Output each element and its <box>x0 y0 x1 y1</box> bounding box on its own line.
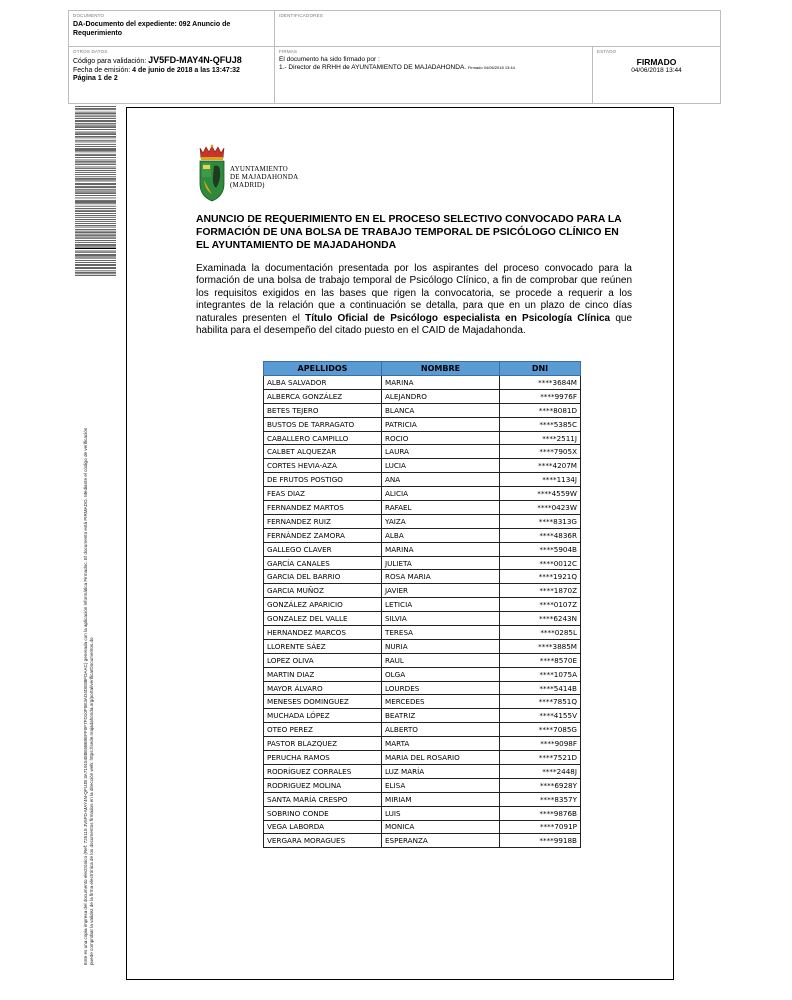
barcode-bar <box>75 168 116 169</box>
cell-nombre: MERCEDES <box>382 695 500 709</box>
barcode-bar <box>75 268 116 269</box>
cell-dni: ****9918B <box>500 834 581 848</box>
cell-apellidos: VERGARA MORAGUES <box>264 834 382 848</box>
cell-nombre: MARINA <box>382 376 500 390</box>
barcode-bar <box>75 265 116 266</box>
barcode-bar <box>75 260 116 261</box>
barcode-bar <box>75 217 116 218</box>
barcode-bar <box>75 134 116 135</box>
table-row <box>264 667 581 681</box>
cell-nombre: PATRICIA <box>382 417 500 431</box>
barcode-bar <box>75 195 116 196</box>
cell-dni: ****5414B <box>500 681 581 695</box>
cell-nombre: MARIA DEL ROSARIO <box>382 751 500 765</box>
cell-dni: ****7521D <box>500 751 581 765</box>
estado-value: FIRMADO <box>636 57 677 67</box>
cell-nombre: LOURDES <box>382 681 500 695</box>
barcode-bar <box>75 167 116 168</box>
firmas-line1: El documento ha sido firmado por : <box>279 56 380 63</box>
barcode-bar <box>75 172 116 173</box>
cell-apellidos: RODRIGUEZ MOLINA <box>264 778 382 792</box>
documento-value: DA-Documento del expediente: 092 Anuncio de Requerimiento <box>73 21 231 37</box>
cell-dni: ****5904B <box>500 542 581 556</box>
cell-nombre: MARTA <box>382 737 500 751</box>
barcode-bar <box>75 178 116 179</box>
barcode-bar <box>75 231 116 232</box>
documento-caption: DOCUMENTO <box>73 13 105 18</box>
barcode-bar <box>75 155 116 156</box>
barcode-bar <box>75 242 116 243</box>
cell-dni: ****2511J <box>500 431 581 445</box>
table-row <box>264 695 581 709</box>
cell-dni: ****1870Z <box>500 584 581 598</box>
table-row <box>264 751 581 765</box>
cell-nombre: ALEJANDRO <box>382 389 500 403</box>
firmas-signer: 1.- Director de RRHH de AYUNTAMIENTO DE MAJADAHONDA. <box>279 64 467 71</box>
identificadores-cell <box>275 11 720 47</box>
cell-apellidos: GARCIA MUÑOZ <box>264 584 382 598</box>
cell-dni: ****8357Y <box>500 792 581 806</box>
barcode-bar <box>75 121 116 122</box>
table-header-row <box>264 362 581 376</box>
table-row <box>264 556 581 570</box>
cell-nombre: MARINA <box>382 542 500 556</box>
barcode-bar <box>75 183 116 184</box>
cell-dni: ****1075A <box>500 667 581 681</box>
barcode-bar <box>75 198 116 199</box>
barcode-bar <box>75 146 116 147</box>
fecha-value: 4 de junio de 2018 a las 13:47:32 <box>132 66 240 74</box>
cell-nombre: ALBA <box>382 528 500 542</box>
barcode-bar <box>75 201 116 202</box>
barcode-bar <box>75 140 116 141</box>
body-part1: Examinada la documentación presentada por los aspirantes del proceso convocado para la formación de una bolsa de trabajo temporal de Psicólogo Clínico, a fin de comprobar que reúnen los requisitos exigidos en las bases que rigen la convocatoria, se procede a requerir a los integrantes de la relación que a continuación se detalla, para que en un plazo de cinco días naturales presenten el <box>196 263 632 324</box>
cell-dni: ****9876B <box>500 806 581 820</box>
table-row <box>264 681 581 695</box>
barcode-bar <box>75 204 116 205</box>
cell-apellidos: LLORENTE SÁEZ <box>264 639 382 653</box>
cell-apellidos: CALBET ALQUEZAR <box>264 445 382 459</box>
barcode-bar <box>75 127 116 128</box>
cell-apellidos: FEAS DIAZ <box>264 487 382 501</box>
cell-dni: ****1134J <box>500 473 581 487</box>
table-row <box>264 639 581 653</box>
barcode-bar <box>75 180 116 181</box>
cell-dni: ****7905X <box>500 445 581 459</box>
barcode-bar <box>75 181 116 182</box>
barcode-bar <box>75 187 116 188</box>
table-row <box>264 542 581 556</box>
body-part2: que habilita para el desempeño del citado puesto en el CAID de Majadahonda. <box>196 312 633 337</box>
table-row <box>264 528 581 542</box>
barcode-bar <box>75 133 116 134</box>
barcode-bar <box>75 144 116 145</box>
cell-nombre: ALICIA <box>382 487 500 501</box>
codigo-value: JV5FD-MAY4N-QFUJ8 <box>148 55 242 65</box>
cell-nombre: SILVIA <box>382 612 500 626</box>
table-row <box>264 764 581 778</box>
cell-nombre: NURIA <box>382 639 500 653</box>
firmas-caption: FIRMAS <box>279 49 298 54</box>
barcode-bar <box>75 257 116 258</box>
barcode-bar <box>75 208 116 209</box>
barcode <box>75 106 116 276</box>
otros-datos-cell <box>69 47 275 103</box>
barcode-bar <box>75 150 116 151</box>
cell-apellidos: OTEO PEREZ <box>264 723 382 737</box>
barcode-bar <box>75 129 116 130</box>
table-row <box>264 417 581 431</box>
barcode-bar <box>75 255 116 256</box>
barcode-bar <box>75 227 116 228</box>
cell-nombre: LUCIA <box>382 459 500 473</box>
cell-dni: ****7085G <box>500 723 581 737</box>
barcode-bar <box>75 193 116 194</box>
cell-nombre: BEATRIZ <box>382 709 500 723</box>
cell-nombre: BLANCA <box>382 403 500 417</box>
announcement-title: ANUNCIO DE REQUERIMIENTO EN EL PROCESO SELECTIVO CONVOCADO PARA LA FORMACIÓN DE UNA BOLSA DE TRABAJO TEMPORAL DE PSICÓLOGO CLÍNICO EN EL AYUNTAMIENTO DE MAJADAHONDA <box>196 214 622 251</box>
barcode-bar <box>75 120 116 121</box>
table-row <box>264 473 581 487</box>
cell-apellidos: HERNANDEZ MARCOS <box>264 626 382 640</box>
barcode-bar <box>75 138 116 139</box>
table-row <box>264 487 581 501</box>
barcode-bar <box>75 264 116 265</box>
barcode-bar <box>75 164 116 165</box>
cell-apellidos: ALBERCA GONZÁLEZ <box>264 389 382 403</box>
cell-apellidos: BETES TEJERO <box>264 403 382 417</box>
barcode-bar <box>75 184 116 185</box>
cell-nombre: JAVIER <box>382 584 500 598</box>
table-row <box>264 626 581 640</box>
table-row <box>264 723 581 737</box>
cell-apellidos: FERNANDEZ MARTOS <box>264 501 382 515</box>
cell-dni: ****4155V <box>500 709 581 723</box>
barcode-bar <box>75 274 116 275</box>
barcode-bar <box>75 148 116 149</box>
barcode-bar <box>75 213 116 214</box>
barcode-bar <box>75 191 116 192</box>
cell-nombre: LUZ MARÍA <box>382 764 500 778</box>
barcode-bar <box>75 262 116 263</box>
logo-line1: AYUNTAMIENTO <box>230 165 288 173</box>
table-row <box>264 376 581 390</box>
barcode-bar <box>75 113 116 114</box>
cell-apellidos: GARCIA DEL BARRIO <box>264 570 382 584</box>
barcode-bar <box>75 251 116 252</box>
cell-apellidos: SANTA MARÍA CRESPO <box>264 792 382 806</box>
cell-apellidos: VEGA LABORDA <box>264 820 382 834</box>
cell-apellidos: GALLEGO CLAVER <box>264 542 382 556</box>
barcode-bar <box>75 215 116 216</box>
table-row <box>264 653 581 667</box>
firmas-cell <box>275 47 593 103</box>
barcode-bar <box>75 223 116 224</box>
cell-dni: ****7851Q <box>500 695 581 709</box>
barcode-bar <box>75 154 116 155</box>
cell-apellidos: PERUCHA RAMOS <box>264 751 382 765</box>
barcode-bar <box>75 271 116 272</box>
table-row <box>264 403 581 417</box>
barcode-bar <box>75 142 116 143</box>
cell-nombre: JULIETA <box>382 556 500 570</box>
cell-nombre: TERESA <box>382 626 500 640</box>
firmas-date-small: Firmado 04/06/2018 13:44 <box>467 65 515 70</box>
body-bold: Título Oficial de Psicólogo especialista en Psicología Clínica <box>305 312 611 324</box>
otros-datos-caption: OTROS DATOS <box>73 49 108 54</box>
cell-apellidos: GONZALEZ DEL VALLE <box>264 612 382 626</box>
cell-apellidos: DE FRUTOS POSTIGO <box>264 473 382 487</box>
barcode-bar <box>75 232 116 233</box>
cell-dni: ****0285L <box>500 626 581 640</box>
cell-nombre: ALBERTO <box>382 723 500 737</box>
cell-apellidos: ALBA SALVADOR <box>264 376 382 390</box>
cell-nombre: MIRIAM <box>382 792 500 806</box>
cell-dni: ****4207M <box>500 459 581 473</box>
barcode-bar <box>75 254 116 255</box>
cell-apellidos: MARTIN DIAZ <box>264 667 382 681</box>
cell-dni: ****0107Z <box>500 598 581 612</box>
barcode-bar <box>75 202 116 203</box>
barcode-bar <box>75 123 116 124</box>
barcode-bar <box>75 240 116 241</box>
barcode-bar <box>75 163 116 164</box>
cell-apellidos: SOBRINO CONDE <box>264 806 382 820</box>
cell-dni: ****8081D <box>500 403 581 417</box>
cell-dni: ****9098F <box>500 737 581 751</box>
barcode-bar <box>75 225 116 226</box>
table-row <box>264 389 581 403</box>
cell-apellidos: MENESES DOMINGUEZ <box>264 695 382 709</box>
barcode-bar <box>75 210 116 211</box>
cell-apellidos: GONZÁLEZ APARICIO <box>264 598 382 612</box>
barcode-bar <box>75 248 116 249</box>
barcode-bar <box>75 267 116 268</box>
cell-dni: ****8570E <box>500 653 581 667</box>
barcode-bar <box>75 206 116 207</box>
logo-text <box>230 165 298 189</box>
table-row <box>264 709 581 723</box>
cell-dni: ****4836R <box>500 528 581 542</box>
cell-apellidos: GARCÍA CANALES <box>264 556 382 570</box>
barcode-bar <box>75 126 116 127</box>
candidates-table <box>263 361 581 848</box>
barcode-bar <box>75 192 116 193</box>
cell-nombre: ELISA <box>382 778 500 792</box>
cell-apellidos: MAYOR ÁLVARO <box>264 681 382 695</box>
barcode-bar <box>75 219 116 220</box>
cell-dni: ****3684M <box>500 376 581 390</box>
cell-apellidos: CORTES HEVIA-AZA <box>264 459 382 473</box>
barcode-bar <box>75 118 116 119</box>
cell-dni: ****4559W <box>500 487 581 501</box>
barcode-bar <box>75 247 116 248</box>
cell-dni: ****3885M <box>500 639 581 653</box>
barcode-bar <box>75 200 116 201</box>
cell-nombre: MONICA <box>382 820 500 834</box>
table-row <box>264 737 581 751</box>
barcode-bar <box>75 174 116 175</box>
table-row <box>264 445 581 459</box>
barcode-bar <box>75 161 116 162</box>
table-row <box>264 778 581 792</box>
barcode-bar <box>75 272 116 273</box>
cell-nombre: ANA <box>382 473 500 487</box>
header-apellidos: APELLIDOS <box>264 362 382 376</box>
barcode-bar <box>75 125 116 126</box>
barcode-bar <box>75 115 116 116</box>
table-row <box>264 514 581 528</box>
barcode-bar <box>75 234 116 235</box>
side-text-line2: puede comprobar la validez de la firma electrónica de los documentos firmados en la dirección web: https://sede.majadahonda.org/portal/verificarDocumentos.do <box>89 637 94 965</box>
barcode-bar <box>75 152 116 153</box>
barcode-bar <box>75 229 116 230</box>
logo-line3: (MADRID) <box>230 181 265 189</box>
announcement-body <box>196 263 632 337</box>
table-row <box>264 459 581 473</box>
header-nombre: NOMBRE <box>382 362 500 376</box>
barcode-bar <box>75 160 116 161</box>
cell-apellidos: FERNANDEZ RUIZ <box>264 514 382 528</box>
side-text-line1: Este es una copia impresa del documento electrónico (Ref: 725115 JV5FD-MAY4N-QFUJ8 3A71915488E6B69EFF0F7FD10F5E3AD4DE88FDAAC) generada con la aplicación informática Firmadoc. El documento está FIRMADO. Mediante el código de verificación <box>83 427 88 965</box>
cell-apellidos: MUCHADA LÓPEZ <box>264 709 382 723</box>
cell-nombre: OLGA <box>382 667 500 681</box>
cell-dni: ****1921Q <box>500 570 581 584</box>
cell-dni: ****6928Y <box>500 778 581 792</box>
cell-nombre: RAFAEL <box>382 501 500 515</box>
firmas-line2 <box>279 64 588 72</box>
barcode-bar <box>75 237 116 238</box>
cell-dni: ****8313G <box>500 514 581 528</box>
barcode-bar <box>75 106 116 107</box>
table-row <box>264 598 581 612</box>
barcode-bar <box>75 117 116 118</box>
fecha-line <box>73 67 270 76</box>
barcode-bar <box>75 170 116 171</box>
codigo-label: Código para validación: <box>73 58 147 65</box>
header-dni: DNI <box>500 362 581 376</box>
cell-dni: ****6243N <box>500 612 581 626</box>
cell-apellidos: RODRÍGUEZ CORRALES <box>264 764 382 778</box>
cell-nombre: ESPERANZA <box>382 834 500 848</box>
barcode-bar <box>75 221 116 222</box>
barcode-bar <box>75 108 116 109</box>
document-header <box>68 10 721 104</box>
barcode-bar <box>75 110 116 111</box>
barcode-bar <box>75 149 116 150</box>
cell-apellidos: BUSTOS DE TARRAGATO <box>264 417 382 431</box>
barcode-bar <box>75 238 116 239</box>
cell-dni: ****0423W <box>500 501 581 515</box>
table-row <box>264 834 581 848</box>
barcode-bar <box>75 211 116 212</box>
pagina-label: Página 1 de 2 <box>73 75 118 82</box>
estado-cell <box>593 47 720 103</box>
barcode-bar <box>75 258 116 259</box>
barcode-bar <box>75 275 116 276</box>
cell-nombre: RAUL <box>382 653 500 667</box>
cell-dni: ****2448J <box>500 764 581 778</box>
table-row <box>264 820 581 834</box>
table-row <box>264 792 581 806</box>
cell-nombre: LAURA <box>382 445 500 459</box>
barcode-bar <box>75 186 116 187</box>
barcode-bar <box>75 252 116 253</box>
cell-dni: ****0012C <box>500 556 581 570</box>
cell-apellidos: PASTOR BLAZQUEZ <box>264 737 382 751</box>
table-row <box>264 431 581 445</box>
barcode-bar <box>75 189 116 190</box>
table-row <box>264 806 581 820</box>
documento-cell <box>69 11 275 47</box>
cell-nombre: ROCIO <box>382 431 500 445</box>
cell-dni: ****7091P <box>500 820 581 834</box>
cell-dni: ****5385C <box>500 417 581 431</box>
table-row <box>264 584 581 598</box>
barcode-bar <box>75 245 116 246</box>
barcode-bar <box>75 235 116 236</box>
cell-nombre: LUIS <box>382 806 500 820</box>
cell-apellidos: CABALLERO CAMPILLO <box>264 431 382 445</box>
cell-apellidos: LOPEZ OLIVA <box>264 653 382 667</box>
cell-apellidos: FERNÁNDEZ ZAMORA <box>264 528 382 542</box>
table-row <box>264 612 581 626</box>
cell-nombre: ROSA MARIA <box>382 570 500 584</box>
barcode-bar <box>75 136 116 137</box>
codigo-line <box>73 56 270 67</box>
barcode-bar <box>75 177 116 178</box>
fecha-label: Fecha de emisión: <box>73 66 131 74</box>
barcode-bar <box>75 244 116 245</box>
cell-dni: ****9976F <box>500 389 581 403</box>
barcode-bar <box>75 157 116 158</box>
logo-line2: DE MAJADAHONDA <box>230 173 299 181</box>
table-row <box>264 501 581 515</box>
barcode-bar <box>75 112 116 113</box>
barcode-bar <box>75 132 116 133</box>
cell-nombre: YAIZA <box>382 514 500 528</box>
identificadores-caption: IDENTIFICADORES <box>279 13 324 18</box>
estado-caption: ESTADO <box>597 49 617 54</box>
cell-nombre: LETICIA <box>382 598 500 612</box>
table-row <box>264 570 581 584</box>
verification-side-text <box>83 275 95 965</box>
estado-fecha: 04/06/2018 13:44 <box>631 67 682 74</box>
